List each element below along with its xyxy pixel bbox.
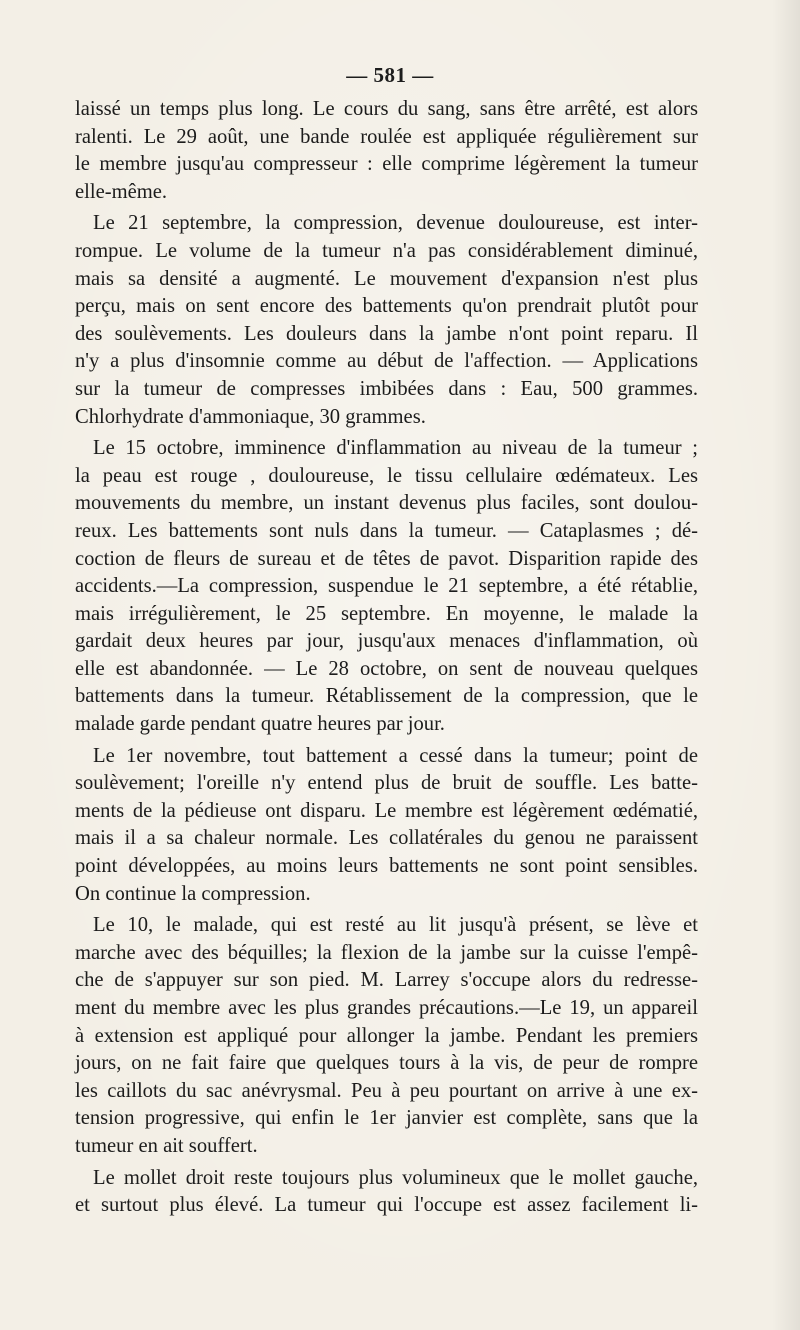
text-line: gardait deux heures par jour, jusqu'aux menaces d'inflammation, où (75, 630, 698, 653)
text-line: jours, on ne fait faire que quelques tours à la vis, de peur de rompre (75, 1052, 698, 1075)
text-line: Le 21 septembre, la compression, devenue douloureuse, est inter- (93, 212, 698, 235)
paragraph (75, 96, 698, 206)
text-line: soulèvement; l'oreille n'y entend plus de bruit de souffle. Les batte- (75, 772, 698, 795)
text-line: elle-même. (75, 180, 168, 203)
text-line: des soulèvements. Les douleurs dans la jambe n'ont point reparu. Il (75, 322, 698, 345)
text-line: tension progressive, qui enfin le 1er janvier est complète, sans que la (75, 1107, 698, 1130)
text-line: malade garde pendant quatre heures par jour. (75, 713, 445, 736)
text-line: à extension est appliqué pour allonger la jambe. Pendant les premiers (75, 1024, 698, 1047)
body-text (75, 96, 698, 1220)
text-line: la peau est rouge , douloureuse, le tissu cellulaire œdémateux. Les (75, 464, 698, 487)
text-line: rompue. Le volume de la tumeur n'a pas considérablement diminué, (75, 239, 698, 262)
text-line: mais irrégulièrement, le 25 septembre. En moyenne, le malade la (75, 602, 698, 625)
text-line: coction de fleurs de sureau et de têtes de pavot. Disparition rapide des (75, 547, 698, 570)
text-line: ment du membre avec les plus grandes précautions.—Le 19, un appareil (75, 997, 698, 1019)
text-line: les caillots du sac anévrysmal. Peu à peu pourtant on arrive à une ex- (75, 1079, 698, 1102)
text-line: perçu, mais on sent encore des battements qu'on prendrait plutôt pour (75, 295, 698, 318)
text-line: Le 15 octobre, imminence d'inflammation au niveau de la tumeur ; (93, 437, 698, 460)
text-line: le membre jusqu'au compresseur : elle comprime légèrement la tumeur (75, 153, 698, 176)
text-line: Chlorhydrate d'ammoniaque, 30 grammes. (75, 405, 426, 428)
text-line: point développées, au moins leurs battements ne sont point sensibles. (75, 855, 698, 878)
page-number: — 581 — (346, 63, 434, 87)
paragraph (75, 743, 698, 909)
text-line: mais sa densité a augmenté. Le mouvement d'expansion n'est plus (75, 267, 698, 290)
text-line: sur la tumeur de compresses imbibées dans : Eau, 500 grammes. (75, 377, 698, 400)
page-edge-shadow (772, 0, 800, 1330)
paragraph (75, 1165, 698, 1220)
text-line: et surtout plus élevé. La tumeur qui l'occupe est assez facilement li- (75, 1194, 698, 1217)
text-line: mais il a sa chaleur normale. Les collatérales du genou ne paraissent (75, 827, 698, 850)
text-line: reux. Les battements sont nuls dans la tumeur. — Cataplasmes ; dé- (75, 519, 698, 542)
text-line: n'y a plus d'insomnie comme au début de l'affection. — Applications (75, 350, 698, 373)
text-line: che de s'appuyer sur son pied. M. Larrey s'occupe alors du redresse- (75, 969, 698, 992)
text-line: ralenti. Le 29 août, une bande roulée est appliquée régulièrement sur (75, 125, 698, 148)
text-line: laissé un temps plus long. Le cours du sang, sans être arrêté, est alors (75, 98, 698, 120)
text-line: accidents.—La compression, suspendue le 21 septembre, a été rétablie, (75, 575, 698, 598)
text-line: marche avec des béquilles; la flexion de la jambe sur la cuisse l'empê- (75, 941, 698, 964)
text-line: On continue la compression. (75, 882, 311, 905)
text-line: mouvements du membre, un instant devenus plus faciles, sont doulou- (75, 492, 698, 515)
text-line: Le 10, le malade, qui est resté au lit jusqu'à présent, se lève et (93, 914, 698, 937)
text-line: tumeur en ait souffert. (75, 1134, 258, 1157)
text-line: Le 1er novembre, tout battement a cessé dans la tumeur; point de (93, 744, 698, 767)
paragraph (75, 435, 698, 739)
paragraph (75, 912, 698, 1160)
text-line: battements dans la tumeur. Rétablissement de la compression, que le (75, 685, 698, 708)
text-line: elle est abandonnée. — Le 28 octobre, on sent de nouveau quelques (75, 657, 698, 680)
text-line: Le mollet droit reste toujours plus volumineux que le mollet gauche, (93, 1166, 698, 1189)
paragraph (75, 210, 698, 431)
text-line: ments de la pédieuse ont disparu. Le membre est légèrement œdématié, (75, 799, 698, 822)
